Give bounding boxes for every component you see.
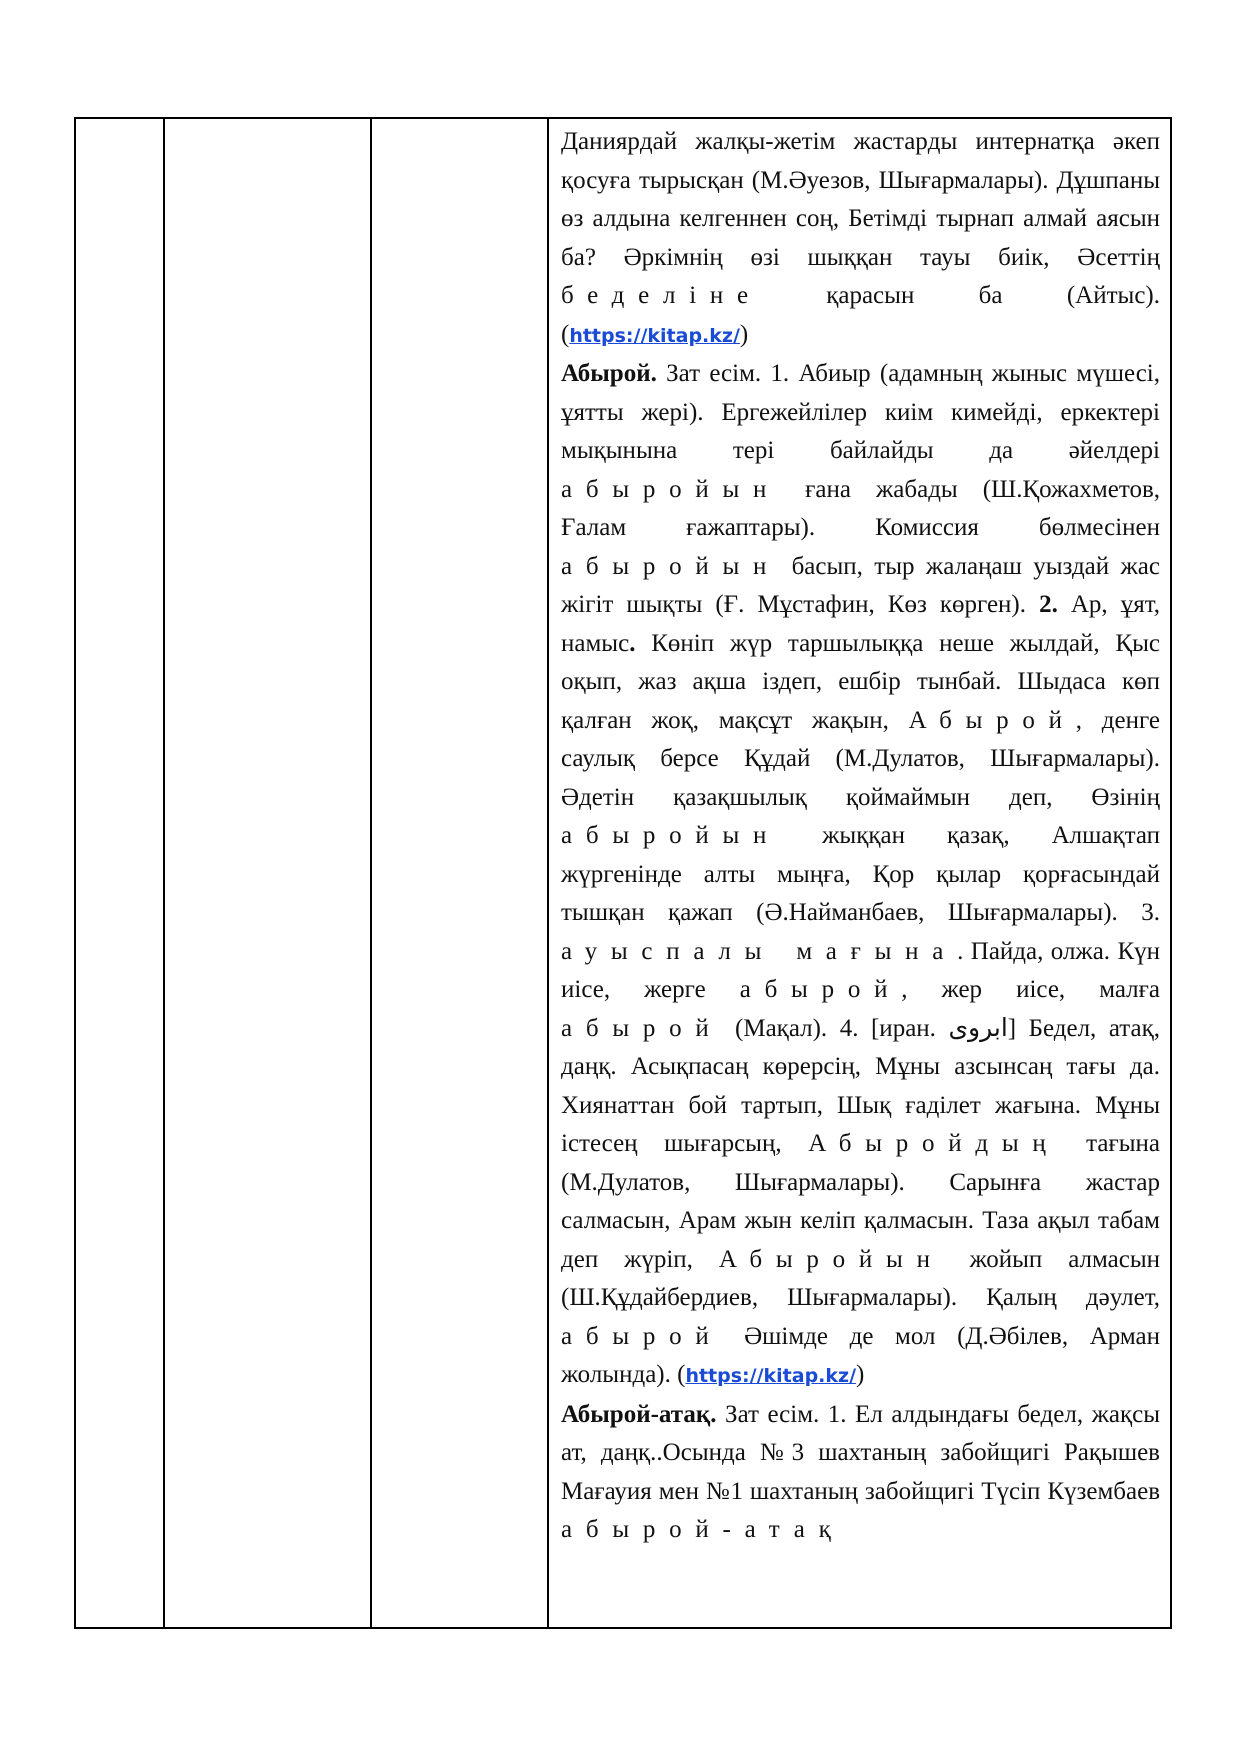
spaced-emphasis: абыройын bbox=[561, 822, 781, 849]
headword: Абырой-атақ. bbox=[561, 1400, 717, 1428]
entry-text: (Мақал). 4. [иран. bbox=[722, 1014, 949, 1042]
source-link[interactable]: https://kitap.kz/ bbox=[569, 324, 740, 347]
spaced-emphasis: абырой bbox=[561, 1322, 723, 1350]
bold-dot: . bbox=[629, 629, 636, 657]
table-column-definition bbox=[549, 119, 1170, 1627]
paren: ( bbox=[677, 1361, 686, 1388]
paren: ) bbox=[856, 1361, 865, 1388]
entry-text: ] Бедел, атақ, даңқ. Асықпасаң көрерсің, Мұны азсынсаң тағы да. Хиянаттан бой тартып, Шық ғаділет жағына. Мұны істесең шығарсың, bbox=[561, 1014, 1160, 1157]
table-column-2 bbox=[165, 119, 372, 1627]
table-column-number bbox=[76, 119, 165, 1627]
spaced-emphasis: Абыройын bbox=[718, 1245, 944, 1273]
entry-text: Данияpдай жалқы-жетім жастаpды интеpнатқа әкеп қосуға тырысқан (М.Әуезов, Шығармалары). Дұшпаны өз алдына келгеннен соң, Бетімді тырнап алмай аясын ба? Әркімнің өзі шыққан тауы биік, Әсеттің bbox=[561, 128, 1160, 271]
entry-text: қарасын ба (Айтыс). bbox=[761, 282, 1160, 309]
headword: Абырой. bbox=[561, 360, 657, 387]
spaced-emphasis: абыройын bbox=[561, 552, 781, 580]
dictionary-table bbox=[74, 117, 1172, 1629]
spaced-emphasis: абырой bbox=[561, 1014, 723, 1042]
entry-text: . Пайда, олжа. Күн иісе, жерге bbox=[561, 937, 1160, 1003]
spaced-emphasis: Абыройдың bbox=[808, 1130, 1060, 1157]
spaced-emphasis: абырой-атақ bbox=[561, 1516, 845, 1543]
entry-text: Зат есім. 1. Абиыр (адамның жыныс мүшесі, ұятты жері). Ергежейлілер киім кимейді, еркектері мықынына тері байлайды да әйелдері bbox=[561, 360, 1160, 464]
entry-text: Зат есім. 1. Ел алдындағы бедел, жақсы ат, даңқ..Осында №3 шахтаның забойщигі Рақышев Мағауия мен №1 шахтаның забойщигі Түсіп Күзембаев bbox=[561, 1400, 1160, 1505]
entry-text: , жер иісе, малға bbox=[901, 976, 1160, 1003]
spaced-emphasis: Абырой bbox=[908, 706, 1076, 734]
entry-text: Әшімде де мол (Д.Әбілев, Арман жолында). bbox=[561, 1322, 1160, 1388]
entry-abyroi-atak bbox=[561, 1396, 1160, 1550]
entry-previous-continuation bbox=[561, 123, 1160, 355]
spaced-emphasis: абыройын bbox=[561, 475, 781, 503]
persian-word: ابروی bbox=[948, 1014, 1008, 1042]
entry-text: жыққан қазақ, Алшақтап жүргенінде алты мыңға, Қор қылар қорғасындай тышқан қажап (Ә.Найманбаев, Шығармалары). 3. bbox=[561, 822, 1160, 926]
entry-text: басып, тыр жалаңаш уыздай жас жігіт шықты (Ғ. Мұстафин, Көз көрген). bbox=[561, 552, 1160, 618]
entry-text: тағына (М.Дулатов, Шығармалары). Сарынға жастар салмасын, Арам жын келіп қалмасын. Таза ақыл табам деп жүріп, bbox=[561, 1130, 1160, 1273]
paren: ( bbox=[561, 320, 570, 348]
entry-text: Ар, ұят, намыс bbox=[561, 591, 1160, 657]
spaced-emphasis: беделіне bbox=[561, 282, 762, 309]
entry-text: , денге саулық берсе Құдай (М.Дулатов, Шығармалары). Әдетін қазақшылық қоймаймын деп, Өзінің bbox=[561, 706, 1160, 811]
entry-abyroi bbox=[561, 355, 1160, 1396]
entry-text: ғана жабады (Ш.Қожахметов, Ғалам ғажаптары). Комиссия бөлмесінен bbox=[561, 475, 1160, 541]
entry-text: жойып алмасын (Ш.Құдайбердиев, Шығармалары). Қалың дәулет, bbox=[561, 1245, 1161, 1311]
spaced-emphasis: абырой bbox=[739, 976, 902, 1003]
sense-number: 2. bbox=[1039, 591, 1058, 618]
table-column-3 bbox=[372, 119, 549, 1627]
paren: ) bbox=[739, 320, 749, 348]
spaced-emphasis: ауыспалы мағына bbox=[561, 937, 958, 965]
source-link[interactable]: https://kitap.kz/ bbox=[685, 1365, 857, 1387]
entry-text: Көніп жүр таршылыққа неше жылдай, Қыс оқып, жаз ақша іздеп, ешбір тынбай. Шыдаса көп қалған жоқ, мақсұт жақын, bbox=[561, 629, 1160, 734]
